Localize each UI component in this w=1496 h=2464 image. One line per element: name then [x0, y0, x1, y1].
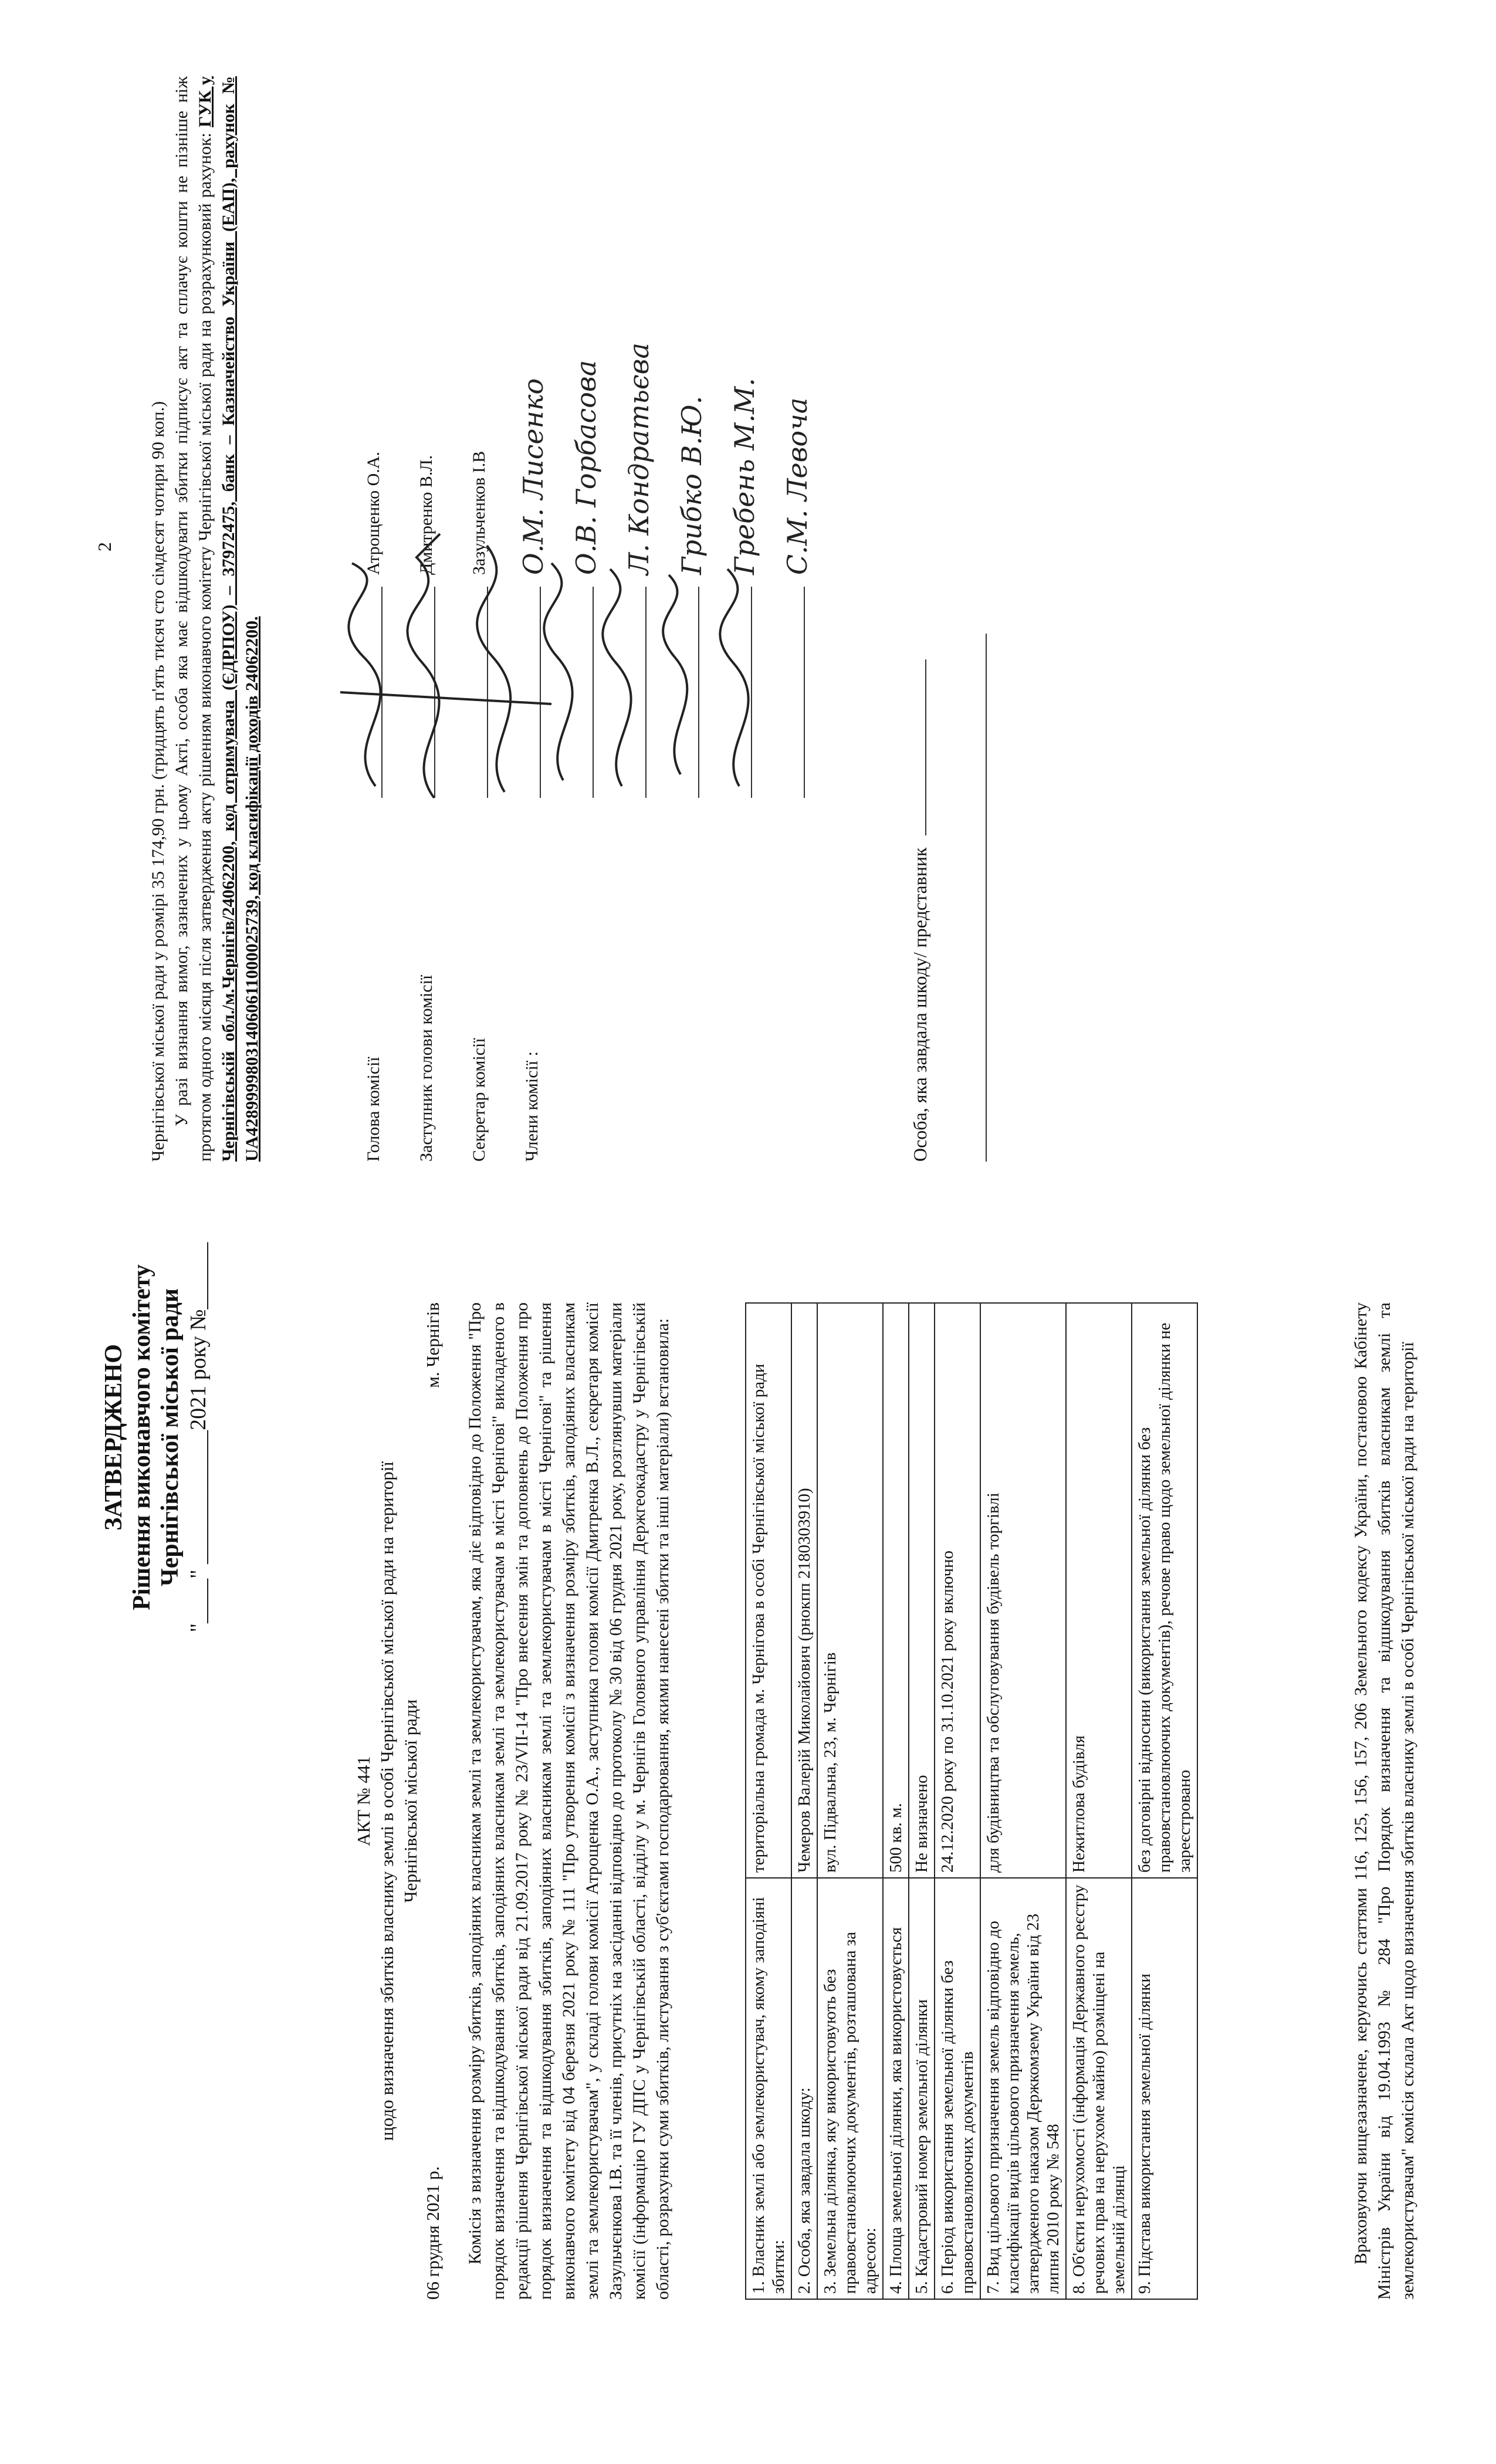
act-number: АКТ № 441	[353, 1756, 374, 1846]
intro-text	[463, 1302, 675, 2300]
approval-decision: Рішення виконавчого комітету	[128, 1264, 155, 1610]
signature-name: С.М. Левоча	[781, 397, 813, 575]
table-row	[935, 1303, 980, 2299]
signature-role: Секретар комісії	[469, 1038, 489, 1162]
conclusion-text	[1349, 1302, 1420, 2300]
act-subtitle-1: щодо визначення збитків власнику землі в особі Чернігівської міської ради на території	[377, 1461, 397, 2141]
table-label-cell: 5. Кадастровий номер земельної ділянки	[909, 1878, 935, 2299]
table-value-cell: для будівництва та обслуговування будівель торгівлі	[980, 1303, 1066, 1878]
table-row	[909, 1303, 935, 2299]
signature-role: Заступник голови комісії	[417, 974, 436, 1162]
table-row	[1132, 1303, 1197, 2299]
person-name-line	[986, 634, 987, 1162]
signature-name: Атрощенко О.А.	[364, 452, 383, 575]
account-details: ГУК у Чернігівській обл./м.Чернігів/24062200, код отримувача (ЄДРПОУ) – 37972475, банк – Казначейство України (ЕАП), рахунок № UA428999980314060611000025739, код класифікації доходів 24062200.	[195, 76, 262, 1162]
act-city: м. Чернігів	[422, 1302, 443, 1388]
table-label-cell: 6. Період використання земельної ділянки без правовстановлюючих документів	[935, 1878, 980, 2299]
table-label-cell: 4. Площа земельної ділянки, яка використовується	[883, 1878, 909, 2299]
table-label-cell: 2. Особа, яка завдала шкоду:	[791, 1878, 817, 2299]
table-row	[746, 1303, 791, 2299]
table-value-cell: Нежитлова будівля	[1066, 1303, 1132, 1878]
table-value-cell: вул. Підвальна, 23, м. Чернігів	[817, 1303, 883, 1878]
table-label-cell: 7. Вид цільового призначення земель відповідно до класифікації видів цільового призначення земель, затвердженого наказом Держкомзему України від 23 липня 2010 року № 548	[980, 1878, 1066, 2299]
table-row	[791, 1303, 817, 2299]
signature-name: Дмитренко В.Л.	[417, 455, 436, 575]
person-signature-row	[909, 659, 931, 1162]
amount-continuation: Чернігівської міської ради у розмірі 35 174,90 грн. (тридцять п'ять тисяч сто сімдесят чотири 90 коп.)	[148, 401, 168, 1162]
table-row	[1066, 1303, 1132, 2299]
payment-text: У разі визнання вимог, зазначених у цьому Акті, особа яка має відшкодувати збитки підписує акт та сплачує кошти не пізніше ніж протягом одного місяця після затвердження акту рішенням виконавчого комітету Чернігівської міської ради на розрахунковий рахунок: ГУК у Чернігівській обл./м.Чернігів/24062200, код отримувача (ЄДРПОУ) – 37972475, банк – Казначейство України (ЕАП), рахунок № UA428999980314060611000025739, код класифікації доходів 24062200.	[172, 76, 262, 1162]
signature-name: О.В. Горбасова	[570, 360, 602, 575]
signature-name: О.М. Лисенко	[517, 378, 549, 575]
table-value-cell: Не визначено	[909, 1303, 935, 1878]
approval-council: Чернігівської міської ради	[157, 1288, 184, 1587]
signature-role: Члени комісії :	[522, 1051, 541, 1162]
page-number: 2	[94, 542, 115, 551]
act-details-table	[745, 1302, 1198, 2300]
table-value-cell: територіальна громада м. Чернігова в особі Чернігівської міської ради	[746, 1303, 791, 1878]
act-date: 06 грудня 2021 р.	[422, 2166, 443, 2300]
signature-name: Л. Кондратьєва	[623, 343, 655, 575]
signature-role: Голова комісії	[364, 1057, 383, 1162]
table-label-cell: 1. Власник землі або землекористувач, якому заподіяні збитки:	[746, 1878, 791, 2299]
approval-date-line: "____" ____________2021 року №______	[186, 1242, 211, 1633]
table-value-cell: без договірні відносини (використання земельної ділянки без правовстановлюючих документів), речове право щодо земельної ділянки не зареєстровано	[1132, 1303, 1197, 1878]
table-row	[883, 1303, 909, 2299]
signature-scribbles	[329, 399, 810, 810]
table-label-cell: 8. Об'єкти нерухомості (інформація Державного реєстру речових прав на нерухоме майно) розміщені на земельній ділянці	[1066, 1878, 1132, 2299]
signature-name: Гребень М.М.	[729, 378, 760, 575]
table-row	[980, 1303, 1066, 2299]
signature-name: Зазульченков І.В	[469, 451, 489, 575]
act-subtitle-2: Чернігівської міської ради	[400, 1699, 421, 1903]
table-value-cell: 500 кв. м.	[883, 1303, 909, 1878]
signature-name: Грибко В.Ю.	[676, 395, 708, 575]
table-row	[817, 1303, 883, 2299]
approval-title: ЗАТВЕРДЖЕНО	[100, 1344, 127, 1531]
act-title-block	[352, 1302, 422, 2300]
page2-text	[147, 76, 264, 1162]
act-date-row	[422, 1302, 444, 2300]
intro-paragraph: Комісія з визначення розміру збитків, заподіяних власникам землі та землекористувачам, яка діє відповідно до Положення "Про порядок визначення та відшкодування збитків, заподіяних власникам землі та землекористувачам в місті Чернігові" викладеного в редакції рішення Чернігівської міської ради від 21.09.2017 року № 23/VII-14 "Про внесення змін та доповнень до Положення про порядок визначення та відшкодування збитків, заподіяних власникам землі та землекористувачам в місті Чернігові" та рішення виконавчого комітету від 04 березня 2021 року № 111 "Про утворення комісії з визначення розміру збитків, заподіяних власникам землі та землекористувачам", у складі голови комісії Атрощенка О.А., заступника голови комісії Дмитренка В.Л., секретаря комісії Зазульчєнкова І.В. та її членів, присутніх на засіданні відповідно до протоколу № 30 від 06 грудня 2021 року, розглянувши матеріали комісії (інформацію ГУ ДПС у Чернігівській області, відділу у м. Чернігів Головного управління Держгеокадастру у Чернігівській області, розрахунки суми збитків, листування з суб'єктами господарювання, якими нанесені збитки та інші матеріали) встановила:	[465, 1302, 672, 2300]
table-value-cell: 24.12.2020 року по 31.10.2021 року включно	[935, 1303, 980, 1878]
table-label-cell: 3. Земельна ділянка, яку використовують без правовстановлюючих документів, розташована за адресою:	[817, 1878, 883, 2299]
conclusion-paragraph: Враховуючи вищезазначене, керуючись статтями 116, 125, 156, 157, 206 Земельного кодексу України, постановою Кабінету Міністрів України від 19.04.1993 № 284 "Про Порядок визначення та відшкодування збитків власникам землі та землекористувачам" комісія склала Акт щодо визначення збитків власнику землі в особі Чернігівської міської ради на території	[1351, 1302, 1417, 2300]
approval-block	[100, 1232, 212, 1643]
table-label-cell: 9. Підстава використання земельної ділянки	[1132, 1878, 1197, 2299]
person-label: Особа, яка завдала шкоду/ представник	[909, 847, 930, 1162]
table-value-cell: Чемеров Валерій Миколайович (рнокпп 2180303910)	[791, 1303, 817, 1878]
person-signature-line	[925, 659, 926, 835]
